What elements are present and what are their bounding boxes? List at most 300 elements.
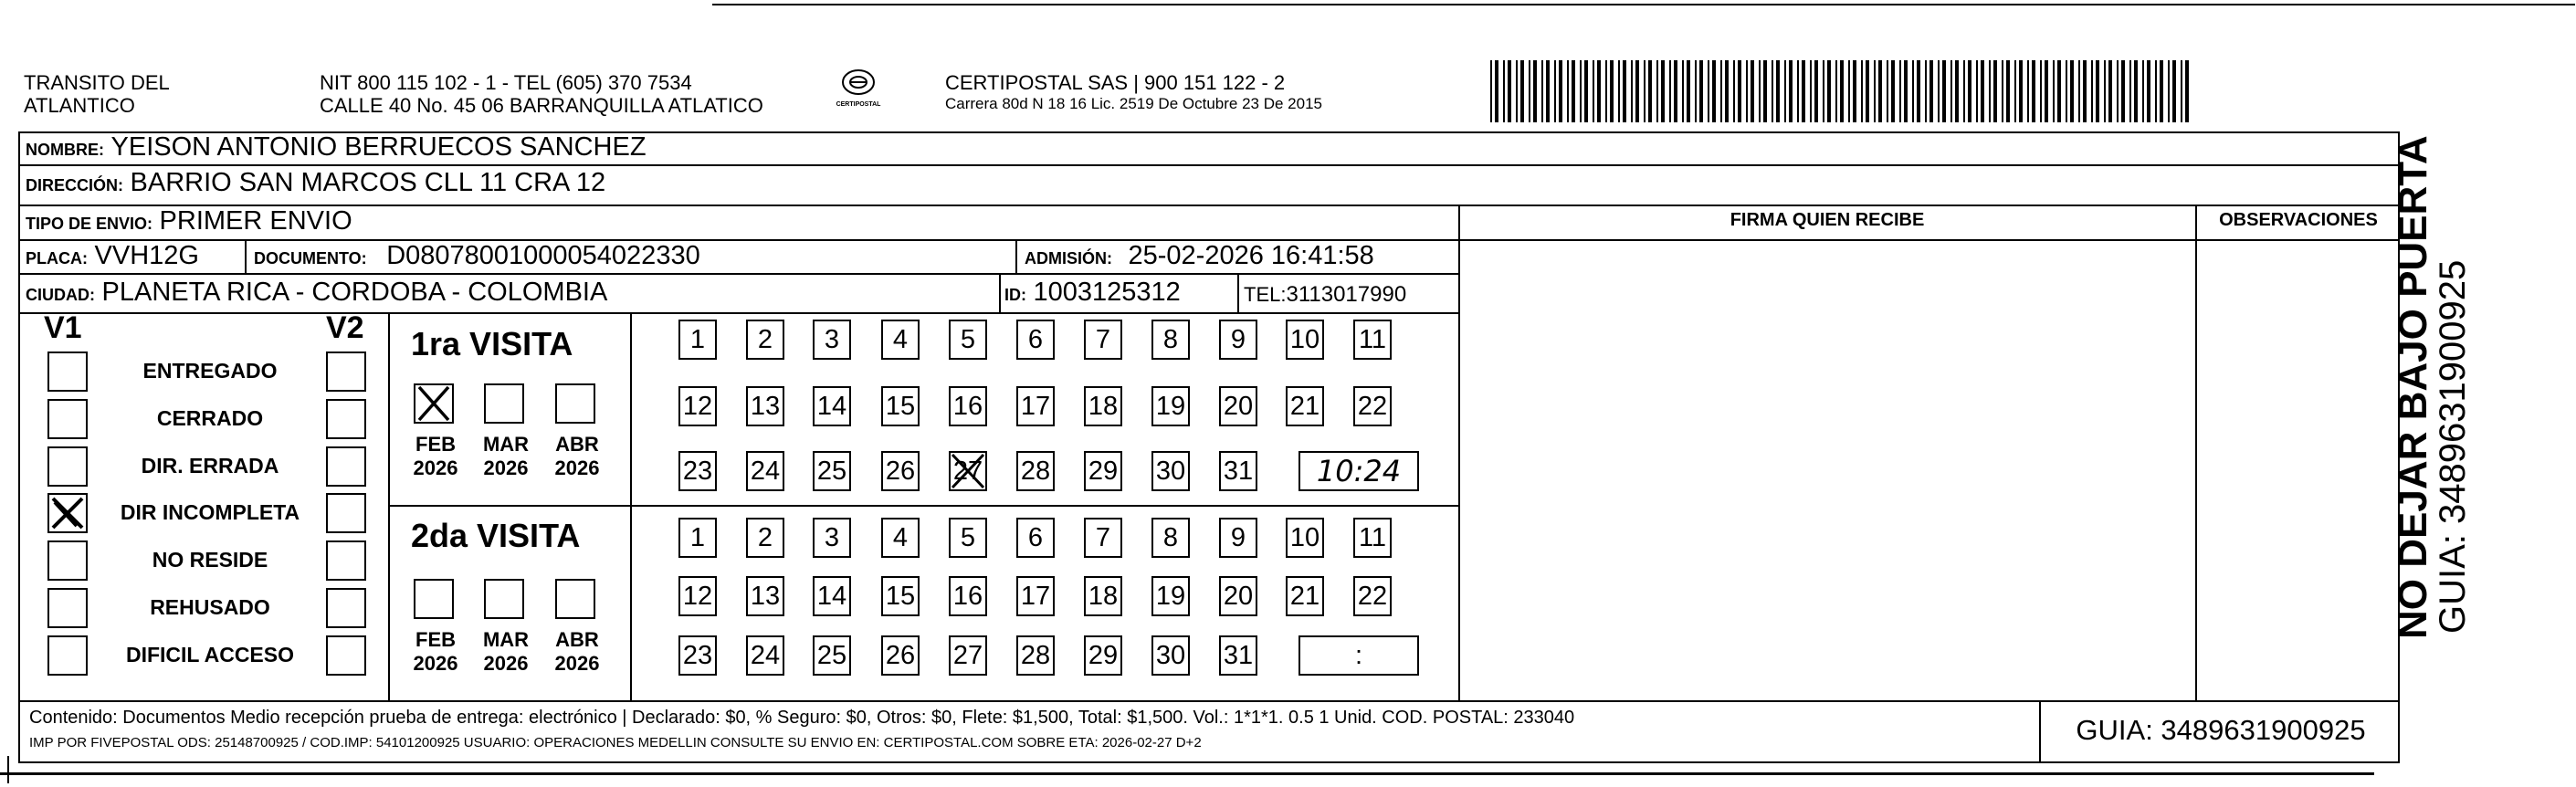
first-visit-day-box[interactable] bbox=[746, 320, 784, 360]
barcode-bar bbox=[1929, 60, 1933, 122]
month-year: 2026 bbox=[483, 456, 529, 479]
first-visit-day-box[interactable] bbox=[1016, 451, 1055, 491]
first-visit-time-box[interactable] bbox=[1299, 451, 1419, 491]
second-visit-day-box[interactable] bbox=[1219, 576, 1257, 616]
barcode-bar bbox=[2117, 60, 2119, 122]
day-cross-mark-icon bbox=[949, 451, 987, 491]
nombre-row bbox=[26, 132, 647, 163]
second-visit-day-box[interactable] bbox=[949, 518, 987, 558]
tel-row bbox=[1244, 279, 1406, 308]
status-v2-checkbox[interactable] bbox=[326, 635, 366, 676]
barcode-bar bbox=[1520, 60, 1524, 122]
barcode-bar bbox=[1597, 60, 1601, 122]
second-visit-day-box[interactable] bbox=[813, 518, 851, 558]
first-visit-day-box[interactable] bbox=[678, 320, 717, 360]
first-visit-day-box[interactable] bbox=[881, 320, 920, 360]
day-number: 30 bbox=[1155, 641, 1186, 670]
day-number: 11 bbox=[1358, 523, 1387, 552]
second-visit-day-box[interactable] bbox=[1016, 635, 1055, 676]
barcode-bar bbox=[1912, 60, 1914, 122]
barcode-bar bbox=[1899, 60, 1901, 122]
month-year: 2026 bbox=[554, 652, 600, 675]
day-number: 29 bbox=[1088, 456, 1119, 486]
barcode-bar bbox=[1546, 60, 1550, 122]
day-number: 10 bbox=[1289, 325, 1320, 354]
rule-observaciones bbox=[2195, 205, 2197, 702]
second-visit-day-box[interactable] bbox=[1353, 518, 1392, 558]
day-number: 23 bbox=[682, 456, 713, 486]
day-number: 30 bbox=[1155, 456, 1186, 486]
first-visit-day-box[interactable] bbox=[1219, 386, 1257, 426]
issuer-line-2: ATLANTICO bbox=[24, 94, 135, 117]
day-number: 21 bbox=[1289, 392, 1320, 421]
first-visit-day-box[interactable] bbox=[1353, 320, 1392, 360]
second-visit-day-box[interactable] bbox=[1151, 635, 1190, 676]
status-label: DIFICIL ACCESO bbox=[125, 643, 294, 666]
month-name: ABR bbox=[555, 433, 599, 456]
day-number: 2 bbox=[757, 523, 773, 552]
first-visit-day-box[interactable] bbox=[949, 451, 987, 491]
tipo-value: PRIMER ENVIO bbox=[159, 206, 352, 236]
visit-time: : bbox=[1354, 641, 1363, 670]
second-visit-day-box[interactable] bbox=[1016, 576, 1055, 616]
courier-info bbox=[945, 71, 1322, 114]
month-year: 2026 bbox=[483, 652, 529, 675]
barcode-bar bbox=[1887, 60, 1888, 122]
barcode-bar bbox=[1823, 60, 1824, 122]
day-number: 15 bbox=[885, 582, 916, 611]
day-number: 14 bbox=[816, 582, 847, 611]
barcode-bar bbox=[1669, 60, 1671, 122]
status-label: REHUSADO bbox=[150, 595, 270, 619]
barcode-bar bbox=[2002, 60, 2003, 122]
status-v2-checkbox[interactable] bbox=[326, 493, 366, 533]
first-visit-day-box[interactable] bbox=[746, 451, 784, 491]
day-number: 6 bbox=[1027, 325, 1044, 354]
admision-row bbox=[1025, 241, 1374, 271]
barcode-bar bbox=[1848, 60, 1850, 122]
day-number: 13 bbox=[750, 582, 781, 611]
first-visit-day-box[interactable] bbox=[1151, 320, 1190, 360]
barcode-bar bbox=[1981, 60, 1984, 122]
status-label: CERRADO bbox=[156, 406, 264, 430]
barcode-bar bbox=[1584, 60, 1588, 122]
second-visit-month-checkbox[interactable] bbox=[414, 579, 454, 619]
barcode-bar bbox=[1751, 60, 1754, 122]
day-number: 17 bbox=[1020, 392, 1051, 421]
courier-logo bbox=[826, 68, 890, 119]
barcode-bar bbox=[1610, 60, 1614, 122]
tel-value: 3113017990 bbox=[1286, 282, 1407, 307]
barcode-bar bbox=[1533, 60, 1537, 122]
second-visit-day-box[interactable] bbox=[746, 518, 784, 558]
second-visit-day-box[interactable] bbox=[881, 635, 920, 676]
barcode-bar bbox=[2104, 60, 2106, 122]
rule-ciudad bbox=[18, 312, 1459, 314]
barcode-bar bbox=[1508, 60, 1511, 122]
rule-visit-split bbox=[388, 505, 1459, 507]
barcode-bar bbox=[2066, 60, 2067, 122]
barcode-bar bbox=[1853, 60, 1856, 122]
rule-placa-doc bbox=[245, 239, 247, 274]
barcode-bar bbox=[1810, 60, 1812, 122]
barcode-bar bbox=[1917, 60, 1920, 122]
second-visit-day-box[interactable] bbox=[678, 635, 717, 676]
day-number: 9 bbox=[1230, 325, 1246, 354]
first-visit-day-box[interactable] bbox=[1016, 320, 1055, 360]
day-number: 2 bbox=[757, 325, 773, 354]
id-row bbox=[1004, 278, 1181, 308]
first-visit-day-box[interactable] bbox=[1286, 320, 1324, 360]
courier-name: CERTIPOSTAL SAS | 900 151 122 - 2 bbox=[945, 71, 1286, 94]
issuer-contact bbox=[320, 71, 763, 117]
first-visit-day-box[interactable] bbox=[1151, 451, 1190, 491]
tipo-row bbox=[26, 206, 352, 236]
barcode-bar bbox=[1963, 60, 1965, 122]
day-number: 31 bbox=[1223, 641, 1254, 670]
day-number: 17 bbox=[1020, 582, 1051, 611]
barcode-bar bbox=[2181, 60, 2182, 122]
barcode-bar bbox=[1993, 60, 1997, 122]
status-label: DIR. ERRADA bbox=[141, 454, 279, 477]
first-visit-day-box[interactable] bbox=[1219, 451, 1257, 491]
day-number: 28 bbox=[1020, 641, 1051, 670]
first-visit-month-label bbox=[477, 433, 535, 480]
firma-header: FIRMA QUIEN RECIBE bbox=[1730, 210, 1925, 230]
first-visit-day-box[interactable] bbox=[813, 386, 851, 426]
barcode-bar bbox=[1878, 60, 1882, 122]
barcode-bar bbox=[1541, 60, 1543, 122]
status-label: ENTREGADO bbox=[142, 359, 278, 383]
month-name: FEB bbox=[415, 628, 456, 651]
barcode-bar bbox=[1720, 60, 1722, 122]
first-visit-day-box[interactable] bbox=[813, 320, 851, 360]
first-visit-day-box[interactable] bbox=[949, 386, 987, 426]
second-visit-day-box[interactable] bbox=[1219, 635, 1257, 676]
barcode-bar bbox=[1656, 60, 1658, 122]
first-visit-day-box[interactable] bbox=[881, 386, 920, 426]
barcode-bar bbox=[1674, 60, 1677, 122]
barcode-bar bbox=[1802, 60, 1805, 122]
second-visit-title: 2da VISITA bbox=[411, 517, 581, 554]
barcode-bar bbox=[2032, 60, 2035, 122]
rule-nombre bbox=[18, 164, 2400, 166]
first-visit-month-checkbox[interactable] bbox=[555, 383, 595, 424]
rule-direccion bbox=[18, 205, 2400, 206]
status-v2-checkbox[interactable] bbox=[326, 446, 366, 487]
first-visit-day-box[interactable] bbox=[1084, 386, 1122, 426]
status-v2-checkbox[interactable] bbox=[326, 399, 366, 439]
barcode-bar bbox=[2019, 60, 2023, 122]
day-number: 19 bbox=[1155, 582, 1186, 611]
month-name: ABR bbox=[555, 628, 599, 651]
rule-id-tel bbox=[1237, 274, 1239, 312]
barcode-bar bbox=[1708, 60, 1709, 122]
barcode-bar bbox=[1661, 60, 1665, 122]
second-visit-day-box[interactable] bbox=[1286, 518, 1324, 558]
first-visit-month-label bbox=[548, 433, 606, 480]
barcode-bar bbox=[1644, 60, 1645, 122]
day-number: 29 bbox=[1088, 641, 1119, 670]
barcode-bar bbox=[1776, 60, 1780, 122]
second-visit-month-label bbox=[548, 628, 606, 676]
barcode-bar bbox=[1695, 60, 1697, 122]
first-visit-day-box[interactable] bbox=[1353, 386, 1392, 426]
day-number: 5 bbox=[960, 325, 976, 354]
second-visit-day-box[interactable] bbox=[1016, 518, 1055, 558]
footer-contenido: Contenido: Documentos Medio recepción prueba de entrega: electrónico | Declarado: $0, % Seguro: $0, Otros: $0, Flete: $1,500, Total: $1,500. Vol.: 1*1*1. 0.5 1 Unid. COD. POSTAL: 233040 bbox=[29, 708, 1575, 728]
left-scan-mark bbox=[7, 756, 9, 783]
first-visit-day-box[interactable] bbox=[1151, 386, 1190, 426]
barcode-bar bbox=[1623, 60, 1626, 122]
day-number: 20 bbox=[1223, 582, 1254, 611]
barcode-bar bbox=[1763, 60, 1767, 122]
documento-value: D08078001000054022330 bbox=[386, 241, 700, 270]
day-number: 27 bbox=[952, 641, 983, 670]
barcode-bar bbox=[2147, 60, 2150, 122]
second-visit-day-box[interactable] bbox=[1084, 635, 1122, 676]
first-visit-month-label bbox=[406, 433, 465, 480]
day-number: 16 bbox=[952, 582, 983, 611]
second-visit-day-box[interactable] bbox=[949, 576, 987, 616]
first-visit-month-checkbox[interactable] bbox=[414, 383, 454, 424]
second-visit-day-box[interactable] bbox=[1151, 576, 1190, 616]
barcode-bar bbox=[1989, 60, 1991, 122]
day-number: 3 bbox=[824, 523, 840, 552]
barcode-bar bbox=[1861, 60, 1863, 122]
documento-row bbox=[254, 241, 700, 271]
documento-label: DOCUMENTO: bbox=[254, 249, 367, 268]
barcode-bar bbox=[2108, 60, 2112, 122]
first-visit-day-box[interactable] bbox=[1016, 386, 1055, 426]
first-visit-day-box[interactable] bbox=[678, 451, 717, 491]
first-visit-title: 1ra VISITA bbox=[411, 325, 573, 362]
barcode-bar bbox=[1648, 60, 1652, 122]
day-number: 25 bbox=[816, 456, 847, 486]
rule-right-header bbox=[1459, 239, 2400, 241]
day-number: 7 bbox=[1095, 325, 1111, 354]
issuer-address: CALLE 40 No. 45 06 BARRANQUILLA ATLATICO bbox=[320, 94, 763, 117]
second-visit-day-box[interactable] bbox=[949, 635, 987, 676]
side-notice-text: NO DEJAR BAJO PUERTA bbox=[2391, 135, 2435, 639]
second-visit-day-box[interactable] bbox=[813, 576, 851, 616]
barcode-bar bbox=[2168, 60, 2170, 122]
barcode-bar bbox=[2172, 60, 2176, 122]
second-visit-day-box[interactable] bbox=[678, 576, 717, 616]
first-visit-day-box[interactable] bbox=[1084, 320, 1122, 360]
barcode-bar bbox=[1712, 60, 1716, 122]
barcode-bar bbox=[2027, 60, 2029, 122]
day-number: 19 bbox=[1155, 392, 1186, 421]
barcode-bar bbox=[1759, 60, 1761, 122]
day-number: 24 bbox=[750, 641, 781, 670]
second-visit-day-box[interactable] bbox=[746, 576, 784, 616]
barcode-bar bbox=[2121, 60, 2125, 122]
issuer-line-1: TRANSITO DEL bbox=[24, 71, 170, 94]
first-visit-day-box[interactable] bbox=[746, 386, 784, 426]
ciudad-value: PLANETA RICA - CORDOBA - COLOMBIA bbox=[101, 278, 608, 307]
second-visit-day-box[interactable] bbox=[813, 635, 851, 676]
barcode-bar bbox=[1580, 60, 1582, 122]
month-year: 2026 bbox=[413, 652, 458, 675]
second-visit-day-box[interactable] bbox=[1084, 518, 1122, 558]
second-visit-day-box[interactable] bbox=[881, 576, 920, 616]
nombre-label: NOMBRE: bbox=[26, 141, 104, 159]
id-value: 1003125312 bbox=[1033, 278, 1181, 307]
barcode-bar bbox=[1733, 60, 1735, 122]
first-visit-day-box[interactable] bbox=[678, 386, 717, 426]
barcode-bar bbox=[2096, 60, 2099, 122]
barcode-bar bbox=[1814, 60, 1818, 122]
barcode-bar bbox=[1593, 60, 1594, 122]
barcode-bar bbox=[1631, 60, 1633, 122]
barcode-bar bbox=[1746, 60, 1748, 122]
admision-label: ADMISIÓN: bbox=[1025, 249, 1112, 268]
barcode-bar bbox=[1699, 60, 1703, 122]
barcode-bar bbox=[2091, 60, 2093, 122]
second-visit-day-box[interactable] bbox=[1286, 576, 1324, 616]
second-visit-month-checkbox[interactable] bbox=[555, 579, 595, 619]
nombre-value: YEISON ANTONIO BERRUECOS SANCHEZ bbox=[110, 132, 647, 162]
barcode-bar bbox=[1955, 60, 1959, 122]
barcode-bar bbox=[2129, 60, 2131, 122]
bottom-scan-mark bbox=[0, 772, 2374, 775]
day-number: 20 bbox=[1223, 392, 1254, 421]
barcode-bar bbox=[2057, 60, 2061, 122]
month-name: MAR bbox=[482, 628, 530, 651]
barcode-bar bbox=[1968, 60, 1971, 122]
day-number: 4 bbox=[892, 325, 909, 354]
day-number: 10 bbox=[1289, 523, 1320, 552]
barcode-bar bbox=[1950, 60, 1952, 122]
direccion-label: DIRECCIÓN: bbox=[26, 176, 123, 194]
barcode-bar bbox=[1529, 60, 1530, 122]
day-number: 12 bbox=[682, 582, 713, 611]
day-number: 8 bbox=[1162, 325, 1179, 354]
second-visit-day-box[interactable] bbox=[678, 518, 717, 558]
barcode-bar bbox=[1635, 60, 1639, 122]
second-visit-day-box[interactable] bbox=[1353, 576, 1392, 616]
month-name: MAR bbox=[482, 433, 530, 456]
barcode-bar bbox=[1516, 60, 1518, 122]
barcode-bar bbox=[2155, 60, 2157, 122]
day-number: 21 bbox=[1289, 582, 1320, 611]
day-number: 31 bbox=[1223, 456, 1254, 486]
first-visit-day-box[interactable] bbox=[813, 451, 851, 491]
day-number: 18 bbox=[1088, 582, 1119, 611]
barcode-bar bbox=[1840, 60, 1844, 122]
placa-value: VVH12G bbox=[94, 241, 199, 270]
courier-license: Carrera 80d N 18 16 Lic. 2519 De Octubre 23 De 2015 bbox=[945, 95, 1322, 112]
barcode-bar bbox=[1738, 60, 1741, 122]
day-number: 25 bbox=[816, 641, 847, 670]
second-visit-day-box[interactable] bbox=[746, 635, 784, 676]
day-number: 3 bbox=[824, 325, 840, 354]
rule-doc-admision bbox=[1015, 239, 1017, 274]
first-visit-day-box[interactable] bbox=[881, 451, 920, 491]
observaciones-header: OBSERVACIONES bbox=[2219, 210, 2378, 230]
first-visit-month-checkbox[interactable] bbox=[484, 383, 524, 424]
footer-guia: GUIA: 3489631900925 bbox=[2076, 714, 2366, 746]
day-number: 7 bbox=[1095, 523, 1111, 552]
day-number: 24 bbox=[750, 456, 781, 486]
barcode-bar bbox=[1827, 60, 1831, 122]
status-v2-checkbox[interactable] bbox=[326, 352, 366, 392]
day-number: 28 bbox=[1020, 456, 1051, 486]
first-visit-day-box[interactable] bbox=[1084, 451, 1122, 491]
second-visit-month-label bbox=[406, 628, 465, 676]
day-number: 4 bbox=[892, 523, 909, 552]
day-number: 1 bbox=[689, 325, 706, 354]
courier-logo-icon bbox=[840, 68, 877, 97]
barcode-bar bbox=[2040, 60, 2042, 122]
barcode-bar bbox=[1687, 60, 1690, 122]
day-number: 12 bbox=[682, 392, 713, 421]
tel-label: TEL: bbox=[1244, 283, 1287, 306]
day-number: 9 bbox=[1230, 523, 1246, 552]
barcode-bar bbox=[1554, 60, 1556, 122]
side-guia-text: GUIA: 3489631900925 bbox=[2433, 259, 2473, 634]
barcode-bar bbox=[1682, 60, 1684, 122]
barcode-bar bbox=[1618, 60, 1620, 122]
second-visit-day-box[interactable] bbox=[1151, 518, 1190, 558]
barcode-bar bbox=[1835, 60, 1837, 122]
barcode-bar bbox=[1904, 60, 1908, 122]
barcode-bar bbox=[2078, 60, 2080, 122]
first-visit-day-box[interactable] bbox=[1219, 320, 1257, 360]
admision-value: 25-02-2026 16:41:58 bbox=[1128, 241, 1374, 270]
placa-row bbox=[26, 241, 199, 271]
direccion-row bbox=[26, 168, 605, 198]
second-visit-day-box[interactable] bbox=[1084, 576, 1122, 616]
day-number: 1 bbox=[689, 523, 706, 552]
rule-right-block bbox=[1458, 205, 1460, 702]
rule-placa bbox=[18, 273, 1459, 275]
visit-time: 10:24 bbox=[1316, 454, 1402, 488]
side-notice bbox=[2392, 135, 2471, 639]
first-visit-day-box[interactable] bbox=[949, 320, 987, 360]
rule-ciudad-id bbox=[999, 274, 1001, 312]
barcode-bar bbox=[2160, 60, 2163, 122]
v2-label: V2 bbox=[326, 310, 364, 345]
month-year: 2026 bbox=[554, 456, 600, 479]
barcode-bar bbox=[1942, 60, 1946, 122]
month-year: 2026 bbox=[413, 456, 458, 479]
day-number: 5 bbox=[960, 523, 976, 552]
month-name: FEB bbox=[415, 433, 456, 456]
barcode-bar bbox=[1891, 60, 1895, 122]
rule-footer-guia bbox=[2039, 700, 2041, 763]
second-visit-day-box[interactable] bbox=[881, 518, 920, 558]
issuer-nit: NIT 800 115 102 - 1 - TEL (605) 370 7534 bbox=[320, 71, 692, 94]
ciudad-row bbox=[26, 278, 607, 308]
second-visit-month-checkbox[interactable] bbox=[484, 579, 524, 619]
barcode-bar bbox=[1925, 60, 1927, 122]
barcode-bar bbox=[2070, 60, 2074, 122]
rule-footer bbox=[18, 700, 2400, 702]
status-v2-checkbox[interactable] bbox=[326, 540, 366, 581]
id-label: ID: bbox=[1004, 286, 1026, 304]
direccion-value: BARRIO SAN MARCOS CLL 11 CRA 12 bbox=[130, 168, 606, 197]
barcode-bar bbox=[2014, 60, 2016, 122]
day-number: 16 bbox=[952, 392, 983, 421]
day-number: 11 bbox=[1358, 325, 1387, 354]
status-v2-checkbox[interactable] bbox=[326, 588, 366, 628]
second-visit-day-box[interactable] bbox=[1219, 518, 1257, 558]
first-visit-day-box[interactable] bbox=[1286, 386, 1324, 426]
footer-imp: IMP POR FIVEPOSTAL ODS: 25148700925 / COD.IMP: 54101200925 USUARIO: OPERACIONES MEDELLIN CONSULTE SU ENVIO EN: CERTIPOSTAL.COM SOBRE ETA: 2026-02-27 D+2 bbox=[29, 735, 1202, 750]
second-visit-time-box[interactable] bbox=[1299, 635, 1419, 676]
